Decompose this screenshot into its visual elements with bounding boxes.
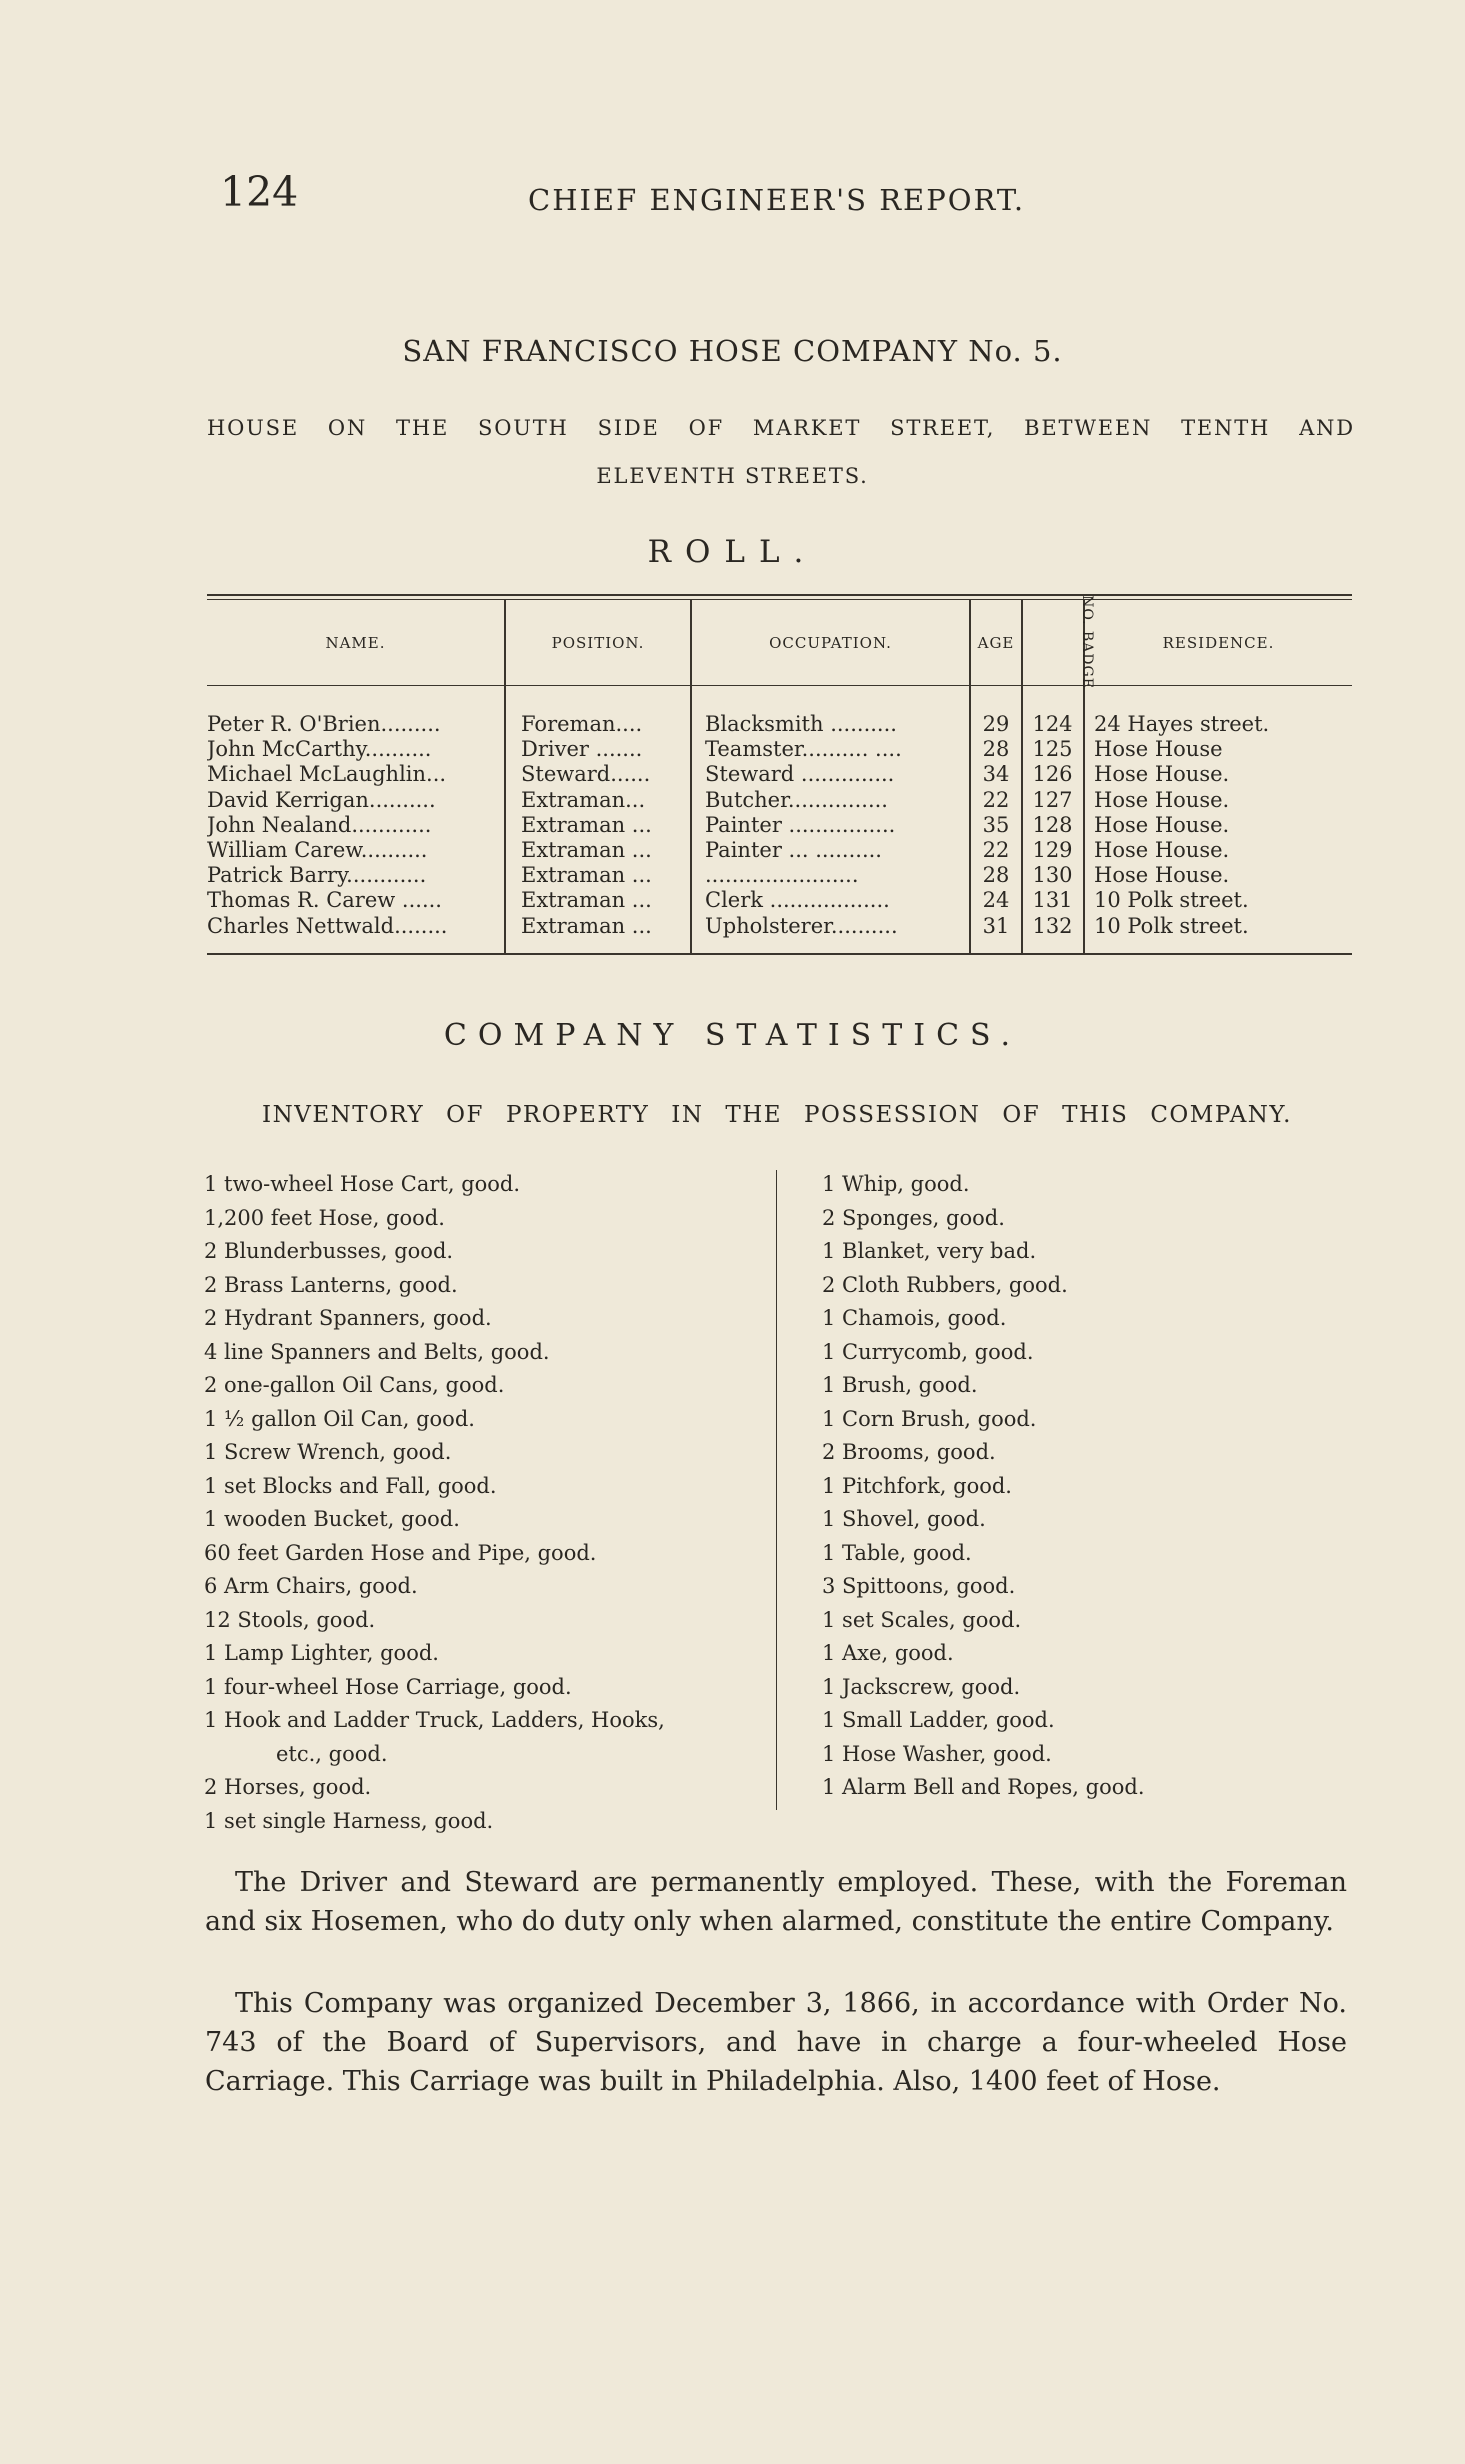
inventory-item: 1 set single Harness, good. bbox=[204, 1808, 494, 1833]
inventory-item: etc., good. bbox=[276, 1741, 388, 1766]
cell-position: Extraman ... bbox=[521, 838, 652, 862]
paragraph-staff: The Driver and Steward are permanently employed. These, with the Foreman and six Hosemen, who do duty only when alarmed, constitute the entire Company. bbox=[205, 1867, 1347, 1937]
inventory-item: 1 wooden Bucket, good. bbox=[204, 1507, 460, 1531]
inventory-heading-word: IN bbox=[671, 1102, 704, 1128]
cell-badge: 130 bbox=[1032, 863, 1073, 888]
cell-occupation: Steward .............. bbox=[705, 762, 895, 787]
inventory-left-column bbox=[204, 1168, 665, 1838]
inventory-item: 2 Cloth Rubbers, good. bbox=[822, 1272, 1068, 1297]
cell-badge: 131 bbox=[1032, 888, 1073, 913]
inventory-item: 1 Chamois, good. bbox=[822, 1306, 1007, 1330]
cell-name: John McCarthy.......... bbox=[207, 737, 432, 762]
col-header-position: POSITION. bbox=[551, 634, 645, 652]
inventory-item: 1 Hose Washer, good. bbox=[822, 1741, 1052, 1766]
cell-name: Michael McLaughlin... bbox=[207, 762, 447, 787]
inventory-item: 1 four-wheel Hose Carriage, good. bbox=[204, 1674, 572, 1699]
house-line-word: STREET, bbox=[890, 416, 996, 440]
inventory-item: 1 Shovel, good. bbox=[822, 1507, 986, 1531]
inventory-item: 1 Hook and Ladder Truck, Ladders, Hooks, bbox=[204, 1708, 665, 1732]
col-divider-3 bbox=[969, 600, 971, 953]
cell-name: David Kerrigan.......... bbox=[207, 787, 436, 812]
inventory-heading-word: OF bbox=[1002, 1102, 1041, 1128]
cell-name: William Carew.......... bbox=[207, 838, 428, 862]
cell-age: 35 bbox=[982, 812, 1010, 837]
cell-residence: Hose House. bbox=[1094, 787, 1230, 812]
cell-name: Peter R. O'Brien......... bbox=[207, 712, 441, 736]
cell-occupation: Painter ... .......... bbox=[705, 838, 882, 862]
inventory-item: 1 Corn Brush, good. bbox=[822, 1406, 1037, 1431]
cell-age: 34 bbox=[982, 762, 1010, 787]
house-location-line-1 bbox=[207, 416, 1355, 440]
inventory-item: 2 Brooms, good. bbox=[822, 1440, 996, 1464]
inventory-heading bbox=[262, 1102, 1292, 1128]
inventory-item: 1 Jackscrew, good. bbox=[822, 1674, 1021, 1699]
inventory-heading-word: THE bbox=[725, 1102, 783, 1128]
inventory-item: 2 Sponges, good. bbox=[822, 1205, 1005, 1230]
inventory-heading-word: THIS bbox=[1062, 1102, 1129, 1128]
cell-residence: Hose House. bbox=[1094, 838, 1230, 862]
company-statistics-heading: COMPANY STATISTICS. bbox=[443, 1018, 1022, 1053]
paragraph-organization: This Company was organized December 3, 1866, in accordance with Order No. 743 of the Board of Supervisors, and have in charge a four-wheeled Hose Carriage. This Carriage was built in Philadelphia. Also, 1400 feet of Hose. bbox=[205, 1988, 1347, 2097]
cell-position: Steward...... bbox=[521, 762, 651, 787]
inventory-heading-word: PROPERTY bbox=[505, 1102, 650, 1128]
inventory-item: 1 Small Ladder, good. bbox=[822, 1708, 1055, 1732]
cell-occupation: Clerk .................. bbox=[705, 888, 890, 913]
cell-badge: 129 bbox=[1032, 838, 1073, 862]
col-divider-2 bbox=[690, 600, 692, 953]
cell-position: Extraman ... bbox=[521, 863, 652, 888]
house-line-word: OF bbox=[688, 416, 724, 440]
cell-position: Extraman ... bbox=[521, 913, 652, 938]
cell-position: Extraman... bbox=[521, 787, 646, 812]
inventory-item: 60 feet Garden Hose and Pipe, good. bbox=[204, 1540, 597, 1565]
inventory-item: 1 Alarm Bell and Ropes, good. bbox=[822, 1775, 1145, 1799]
house-line-word: TENTH bbox=[1181, 416, 1271, 440]
cell-residence: 10 Polk street. bbox=[1094, 913, 1249, 938]
col-header-occupation: OCCUPATION. bbox=[769, 634, 892, 652]
inventory-item: 1 Lamp Lighter, good. bbox=[204, 1641, 439, 1665]
cell-occupation: Teamster.......... .... bbox=[705, 737, 902, 762]
inventory-item: 1 Blanket, very bad. bbox=[822, 1239, 1037, 1263]
inventory-item: 1 set Scales, good. bbox=[822, 1607, 1022, 1632]
cell-badge: 125 bbox=[1032, 737, 1073, 762]
inventory-right-column bbox=[822, 1168, 1145, 1805]
house-line-word: THE bbox=[396, 416, 450, 440]
cell-residence: Hose House bbox=[1094, 737, 1223, 762]
inventory-item: 3 Spittoons, good. bbox=[822, 1574, 1016, 1598]
cell-occupation: Upholsterer.......... bbox=[705, 913, 898, 938]
cell-occupation: ....................... bbox=[705, 863, 859, 888]
col-divider-1 bbox=[504, 600, 506, 953]
cell-position: Extraman ... bbox=[521, 888, 652, 913]
cell-name: Thomas R. Carew ...... bbox=[207, 888, 442, 913]
cell-residence: Hose House. bbox=[1094, 863, 1230, 888]
house-line-word: SIDE bbox=[597, 416, 660, 440]
cell-occupation: Butcher............... bbox=[705, 787, 888, 812]
cell-position: Foreman.... bbox=[521, 712, 643, 736]
house-line-word: BETWEEN bbox=[1024, 416, 1153, 440]
cell-name: Patrick Barry............ bbox=[207, 863, 427, 888]
cell-badge: 132 bbox=[1032, 913, 1073, 938]
inventory-heading-word: COMPANY. bbox=[1150, 1102, 1292, 1128]
house-line-word: MARKET bbox=[752, 416, 862, 440]
inventory-item: 2 Brass Lanterns, good. bbox=[204, 1272, 458, 1297]
cell-residence: Hose House. bbox=[1094, 812, 1230, 837]
cell-age: 22 bbox=[982, 838, 1010, 862]
table-top-rule bbox=[207, 594, 1352, 596]
inventory-item: 1 Currycomb, good. bbox=[822, 1339, 1034, 1364]
inventory-item: 2 Blunderbusses, good. bbox=[204, 1239, 454, 1263]
cell-age: 22 bbox=[982, 787, 1010, 812]
inventory-item: 1,200 feet Hose, good. bbox=[204, 1205, 445, 1230]
house-line-word: AND bbox=[1299, 416, 1355, 440]
cell-residence: 24 Hayes street. bbox=[1094, 712, 1270, 736]
table-bottom-rule bbox=[207, 953, 1352, 955]
inventory-item: 1 ½ gallon Oil Can, good. bbox=[204, 1406, 475, 1431]
inventory-heading-word: OF bbox=[446, 1102, 484, 1128]
cell-occupation: Blacksmith .......... bbox=[705, 712, 897, 736]
inventory-item: 1 set Blocks and Fall, good. bbox=[204, 1473, 497, 1498]
company-title: SAN FRANCISCO HOSE COMPANY No. 5. bbox=[402, 334, 1063, 368]
col-header-name: NAME. bbox=[325, 634, 386, 652]
house-location-line-2: ELEVENTH STREETS. bbox=[596, 464, 869, 488]
inventory-item: 6 Arm Chairs, good. bbox=[204, 1574, 418, 1598]
cell-position: Driver ....... bbox=[521, 737, 643, 762]
house-line-word: SOUTH bbox=[478, 416, 569, 440]
roll-heading: ROLL. bbox=[647, 534, 818, 570]
inventory-item: 12 Stools, good. bbox=[204, 1607, 376, 1632]
cell-age: 24 bbox=[982, 888, 1010, 913]
cell-badge: 126 bbox=[1032, 762, 1073, 787]
inventory-column-divider bbox=[776, 1170, 777, 1810]
cell-occupation: Painter ................ bbox=[705, 812, 896, 837]
inventory-item: 1 Pitchfork, good. bbox=[822, 1473, 1012, 1498]
cell-residence: 10 Polk street. bbox=[1094, 888, 1249, 913]
page-number: 124 bbox=[220, 168, 299, 216]
col-divider-4 bbox=[1021, 600, 1023, 953]
inventory-item: 1 Whip, good. bbox=[822, 1172, 970, 1196]
inventory-item: 1 Axe, good. bbox=[822, 1641, 954, 1665]
table-header-rule bbox=[207, 685, 1352, 686]
col-header-residence: RESIDENCE. bbox=[1162, 634, 1275, 652]
house-line-word: ON bbox=[327, 416, 368, 440]
cell-badge: 124 bbox=[1032, 712, 1073, 736]
inventory-item: 4 line Spanners and Belts, good. bbox=[204, 1339, 550, 1364]
inventory-item: 1 Table, good. bbox=[822, 1540, 972, 1565]
inventory-item: 1 Screw Wrench, good. bbox=[204, 1440, 452, 1464]
cell-age: 28 bbox=[982, 863, 1010, 888]
inventory-item: 1 Brush, good. bbox=[822, 1373, 978, 1397]
inventory-heading-word: POSSESSION bbox=[804, 1102, 981, 1128]
cell-badge: 127 bbox=[1032, 787, 1073, 812]
col-header-age: AGE bbox=[977, 634, 1015, 652]
cell-residence: Hose House. bbox=[1094, 762, 1230, 787]
inventory-item: 2 Hydrant Spanners, good. bbox=[204, 1306, 492, 1330]
cell-age: 31 bbox=[982, 913, 1010, 938]
cell-age: 29 bbox=[982, 712, 1010, 736]
inventory-heading-word: INVENTORY bbox=[262, 1102, 425, 1128]
cell-name: Charles Nettwald........ bbox=[207, 913, 448, 938]
cell-name: John Nealand............ bbox=[207, 812, 432, 837]
cell-age: 28 bbox=[982, 737, 1010, 762]
inventory-item: 2 Horses, good. bbox=[204, 1775, 372, 1799]
cell-position: Extraman ... bbox=[521, 812, 652, 837]
running-head: CHIEF ENGINEER'S REPORT. bbox=[528, 183, 1026, 217]
inventory-item: 1 two-wheel Hose Cart, good. bbox=[204, 1172, 521, 1196]
col-header-badge-label: NO. BADGE bbox=[1079, 595, 1095, 689]
table-top-rule-thin bbox=[207, 599, 1352, 600]
inventory-item: 2 one-gallon Oil Cans, good. bbox=[204, 1373, 505, 1397]
house-line-word: HOUSE bbox=[207, 416, 299, 440]
cell-badge: 128 bbox=[1032, 812, 1073, 837]
